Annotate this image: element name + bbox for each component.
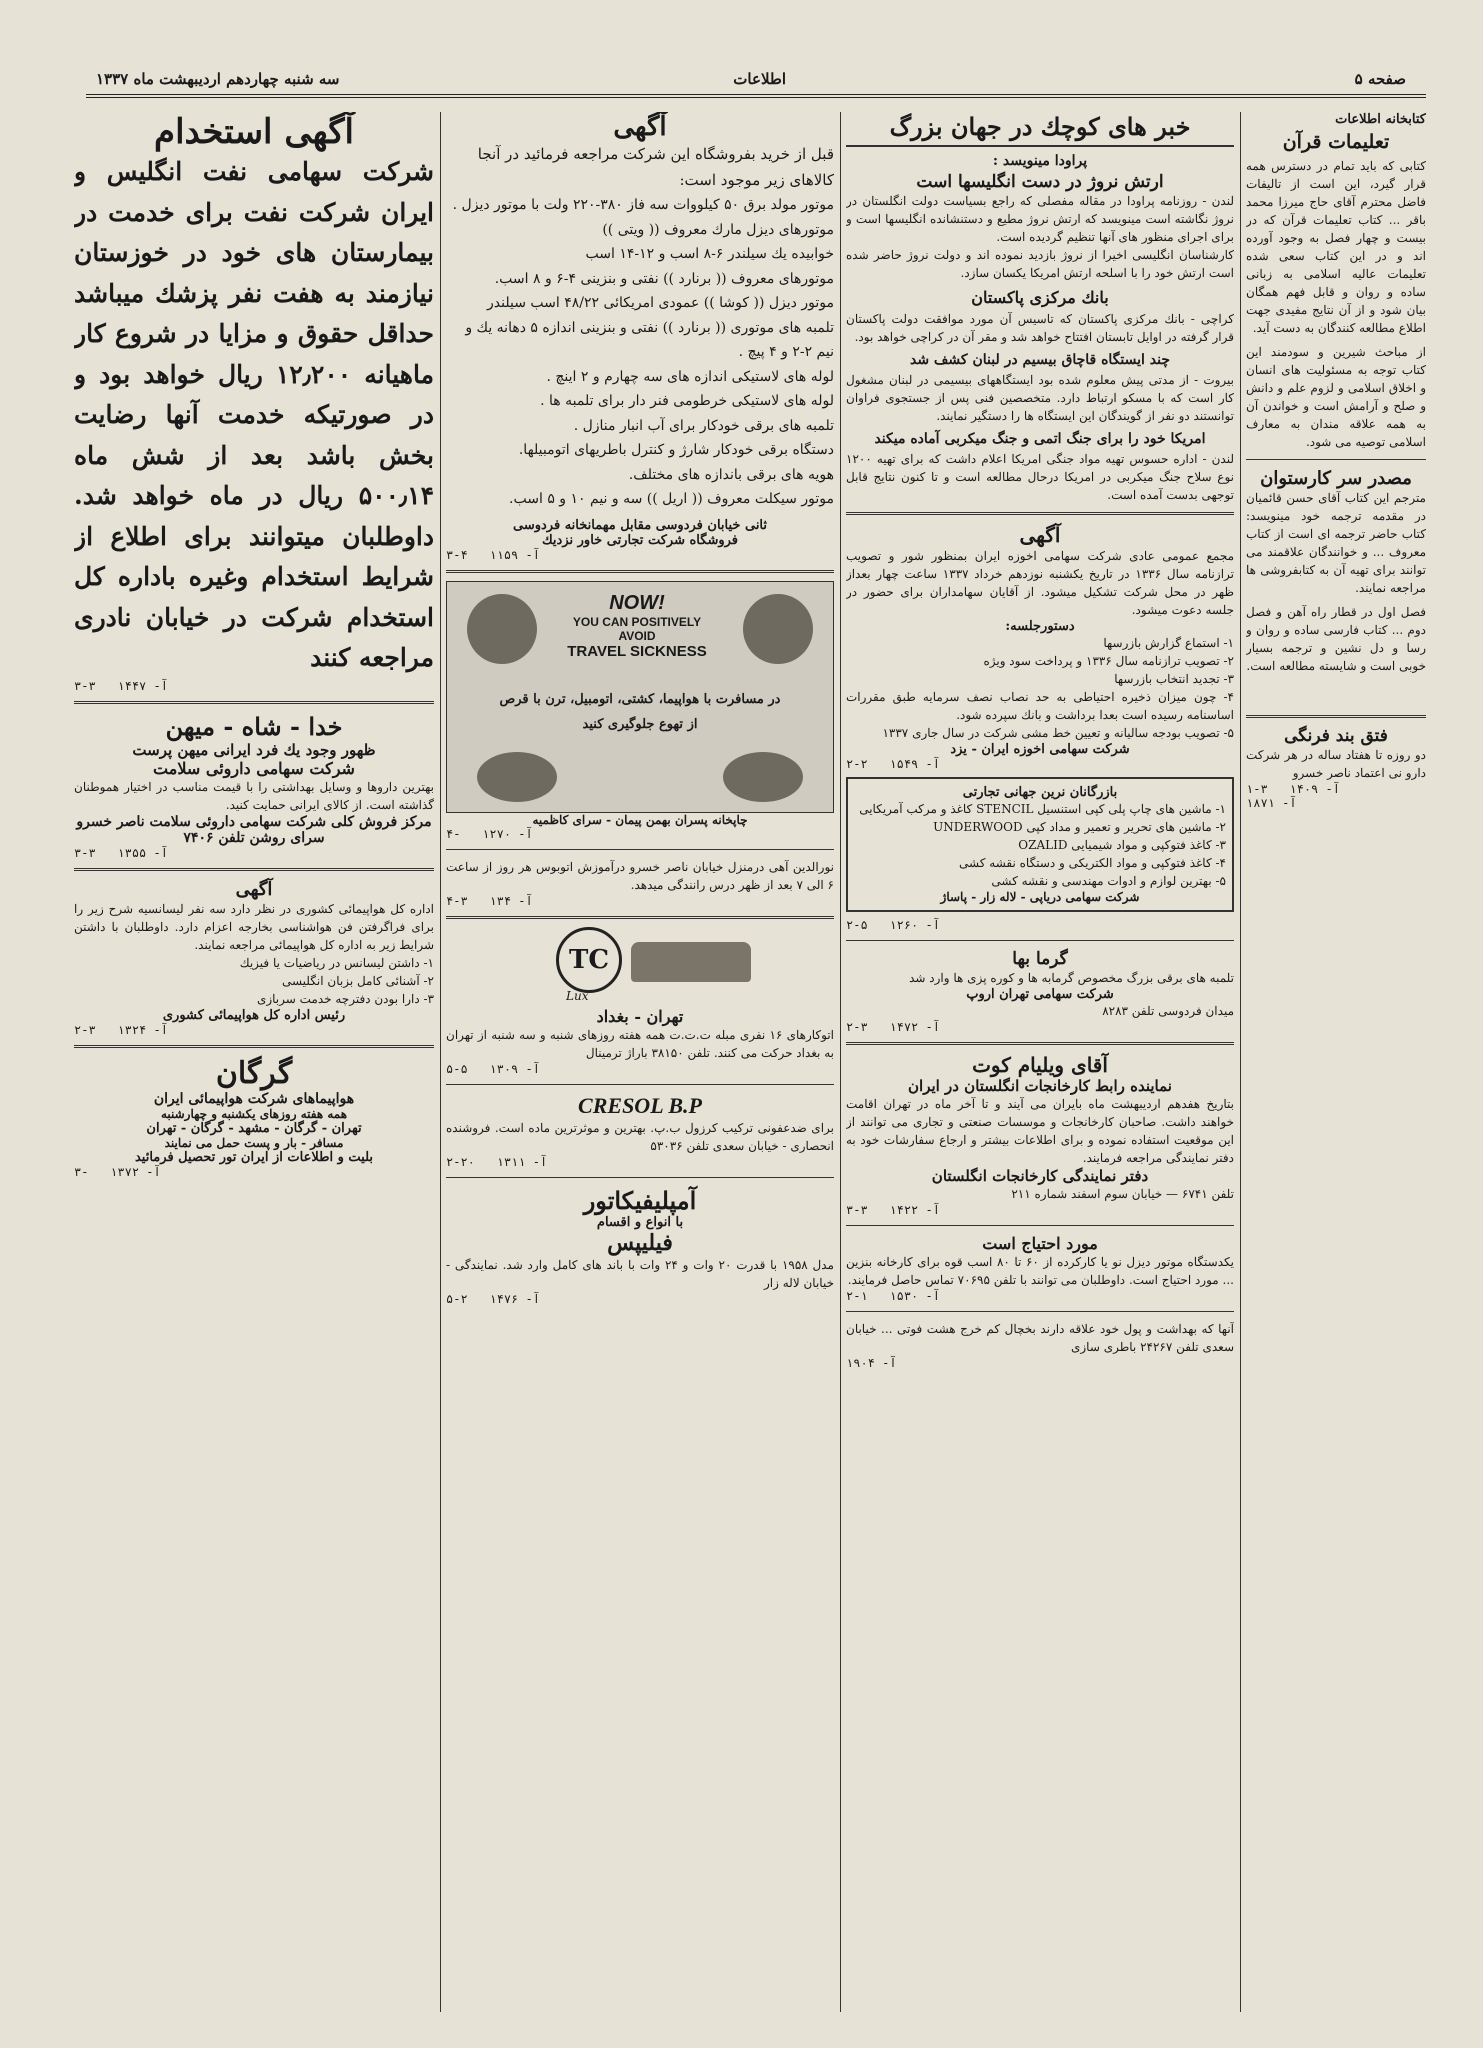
page-number: صفحه ۵ xyxy=(1354,70,1406,88)
article-text: از مباحث شیرین و سودمند این کتاب توجه به مسئولیت های انسان و اخلاق اسلامی و لزوم علم و دانش و صلح و آرامش است و خواندن آن به همه علاقه مندان به معارف اسلامی توصیه می شود. xyxy=(1246,345,1426,449)
product-item: لوله های لاستیکی خرطومی فنر دار برای تلمبه ها . xyxy=(540,393,834,409)
ad-number: ۲-۲ xyxy=(846,757,868,771)
ad-route: تهران - بغداد xyxy=(596,1006,684,1026)
ad-number: ۵-۲ xyxy=(446,1291,468,1306)
ship-illustration xyxy=(723,752,803,802)
ad-office: دفتر نمایندگی کارخانجات انگلستان xyxy=(931,1167,1149,1185)
ad-brand: فیلیپس xyxy=(607,1229,673,1256)
ad-signature: شرکت سهامی دریاپی - لاله زار - پاساژ xyxy=(940,890,1140,904)
ad-title: آگهی استخدام xyxy=(154,112,354,152)
ad-ref: آ- ۱۴۷۲ xyxy=(889,1020,940,1034)
ad-subtitle: نماینده رابط کارخانجات انگلستان در ایران xyxy=(908,1077,1172,1095)
globe-illustration xyxy=(467,594,537,664)
agenda-item: ۲- تصویب ترازنامه سال ۱۳۳۶ و پرداخت سود ویژه xyxy=(983,654,1234,668)
ad-ref: آ- ۱۹۰۴ xyxy=(846,1356,897,1370)
subhead: بانك مرکزی پاکستان xyxy=(971,288,1109,307)
article-text: کارشناسان انگلیسی اخیرا از نروژ بازدید نموده اند و دولت نروژ حاضر شده است ارتش خود را با اسلحه ارتش امریکا یکسان سازد. xyxy=(846,248,1234,280)
ad-text: شرکت سهامی نفت انگلیس و ایران شرکت نفت برای خدمت در بیمارستان های خود در خوزستان نیازمند به هفت نفر پزشك میباشد حداقل حقوق و مزایا در شروع کار ماهیانه ۱۲٫۲۰۰ ریال خواهد بود و در صورتیکه خدمت آنها رضایت بخش باشد بعد از شش ماه ۵۰۰٫۱۴ ریال در ماه خواهد شد. داوطلبان میتوانند برای اطلاع از شرایط استخدام وغیره باداره کل استخدام شرکت در خیابان نادری مراجعه کنند xyxy=(74,157,434,672)
ad-item: ۱- ماشین های چاپ پلی کپی استنسیل STENCIL کاغذ و مرکب آمریکایی xyxy=(859,802,1226,816)
column-divider xyxy=(1240,112,1241,2012)
ad-title: آمپلیفیکاتور xyxy=(583,1185,697,1215)
ad-signature: رئیس اداره کل هواپیمائی کشوری xyxy=(162,1007,346,1023)
ad-text: مجمع عمومی عادی شرکت سهامی اخوزه ایران بمنظور شور و تصویب ترازنامه سال ۱۳۳۶ در تاریخ یکشنبه نوزدهم خرداد ۱۳۳۷ ساعت چهار بعداز ظهر در محل شرکت تشکیل میشود. از آقایان سهامداران برای حضور در جلسه دعوت میشود. xyxy=(846,549,1234,617)
ad-text: اتوکارهای ۱۶ نفری مبله ت.ت.ت همه هفته روزهای شنبه و سه شنبه از تهران به بغداد حرکت می کنند. تلفن ۳۸۱۵۰ باراژ ترمینال xyxy=(446,1027,834,1060)
agenda-item: ۳- تجدید انتخاب بازرسها xyxy=(1114,672,1234,686)
ad-item: ۴- کاغذ فتوکپی و مواد الکتریکی و دستگاه نقشه کشی xyxy=(959,856,1226,870)
ad-english: TRAVEL SICKNESS xyxy=(567,642,707,660)
ad-text: نورالدین آهی درمنزل خیابان ناصر خسرو درآموزش اتوبوس هر روز از ساعت ۶ الی ۷ بعد از ظهر درس رانندگی میدهد. xyxy=(446,859,834,892)
ad-ref: آ- ۱۳۰۹ xyxy=(489,1061,540,1076)
ad-item: ۳- کاغذ فتوکپی و مواد شیمیایی OZALID xyxy=(1018,838,1226,852)
product-item: خوابیده یك سیلندر ۶-۸ اسب و ۱۲-۱۴ اسب xyxy=(585,246,834,262)
column-divider xyxy=(840,112,841,2012)
ad-title: خدا - شاه - میهن xyxy=(165,711,343,741)
ad-ref: آ- ۱۵۳۰ xyxy=(889,1289,940,1303)
ad-item: ۲- ماشین های تحریر و تعمیر و مداد کپی UNDERWOOD xyxy=(933,820,1226,834)
product-item: موتور مولد برق ۵۰ کیلووات سه فاز ۳۸۰-۲۲۰ ولت با موتور دیزل . xyxy=(452,197,834,213)
ad-ref: آ- ۱۴۰۹ xyxy=(1289,782,1340,796)
ad-company: شرکت سهامی داروئی سلامت xyxy=(153,758,355,778)
agenda-item: ۴- چون میزان ذخیره احتیاطی به حد نصاب نصف سرمایه طبق مقررات اساسنامه رسیده است بعدا برداشت و بانك سپرده شود. xyxy=(846,690,1234,722)
subhead: امریکا خود را برای جنگ اتمی و جنگ میکربی آماده میکند xyxy=(874,431,1206,447)
paper-name: اطلاعات xyxy=(733,70,786,88)
issue-date: سه شنبه چهاردهم اردیبهشت ماه ۱۳۳۷ xyxy=(96,70,340,88)
ad-text: مدل ۱۹۵۸ با قدرت ۲۰ وات و ۲۴ وات با باند های کامل وارد شد. نمایندگی - خیابان لاله زار xyxy=(446,1257,834,1290)
article-text: فصل اول در قطار راه آهن و فصل دوم ... کتاب فارسی ساده و روان و رسا و دل نشین و ترجمه بسیار خوبی است و شایسته مطالعه است. xyxy=(1246,605,1426,673)
ad-text: بتاریخ هفدهم اردیبهشت ماه بایران می آیند و تا آخر ماه در تهران اقامت خواهند داشت. صاحبان کارخانجات و موسسات صنعتی و تجاری می توانند از این موقعیت استفاده نموده و برای اطلاعات بیشتر و ارجاع سفارشات خود به دفتر نمایندگی مراجعه فرمایند. xyxy=(846,1097,1234,1165)
headline: تعلیمات قرآن xyxy=(1282,131,1390,153)
section-label: کتابخانه اطلاعات xyxy=(1335,112,1426,127)
ad-english: AVOID xyxy=(618,628,656,643)
product-item: تلمبه های برقی خودکار برای آب انبار منازل . xyxy=(573,417,834,434)
ad-address: ثانی خیابان فردوسی مقابل مهمانخانه فردوسی xyxy=(512,517,768,533)
ad-number: ۳-۳ xyxy=(74,678,96,693)
ad-item: ۵- بهترین لوازم و ادوات مهندسی و نقشه کشی xyxy=(991,874,1226,888)
ad-title: آقای ویلیام کوت xyxy=(972,1053,1108,1077)
ad-text: دو روزه تا هفتاد ساله در هر شرکت دارو نی اعتماد ناصر خسرو xyxy=(1246,748,1426,780)
product-item: موتورهای معروف (( برنارد )) نفتی و بنزینی ۴-۶ و ۸ اسب. xyxy=(494,270,834,287)
column-news: خبر های کوچك در جهان بزرگ پراودا مینویسد : ارتش نروژ در دست انگلیسها است لندن - روزنامه پراودا در مقاله مفصلی که راجع بسیاست دولت انگلستان در نروژ نگاشته است مینویسد که ارتش نروژ مطیع و دستنشانده انگلیسها است و برای اجرای منظور های آنها تنظیم گردیده است. کارشناسان انگلیسی اخیرا از نروژ بازدید نموده اند و دولت نروژ حاضر شده است ارتش خود را با اسلحه ارتش امریکا یکسان سازد. بانك مرکزی پاکستان کراچی - بانك مرکزی پاکستان که تاسیس آن مورد موافقت دولت پاکستان قرار گرفته در اوایل تابستان افتتاح خواهد شد و مقر آن در کراچی خواهد بود. چند ایستگاه قاچاق بیسیم در لبنان کشف شد بیروت - از مدتی پیش معلوم شده بود ایستگاههای بیسیمی در لبنان مشغول کار است که با مسکو ارتباط دارد. متخصصین فنی پس از جستجوی فراوان توانستند دو نفر از گویندگان این ایستگاه ها را دستگیر نمایند. امریکا خود را برای جنگ اتمی و جنگ میکربی آماده میکند لندن - اداره حسوس تهیه مواد جنگی امریکا اعلام داشت که برای تهیه ۱۲۰۰ نوع سلاح جنگ میکربی در امریکا درحال مطالعه است و تا کنون نتایج قابل توجهی بدست آمده است. آگهی مجمع عمومی عادی شرکت سهامی اخوزه ایران بمنظور شور و تصویب ترازنامه سال ۱۳۳۶ در تاریخ یکشنبه نوزدهم خرداد ۱۳۳۷ ساعت چهار بعداز ظهر در محل شرکت تشکیل میشود. از آقایان سهامداران برای حضور در جلسه دعوت میشود. دستورجلسه: ۱- استماع گزارش بازرسها ۲- تصویب ترازنامه سال ۱۳۳۶ و پرداخت سود ویژه ۳- تجدید انتخاب بازرسها ۴- چون میزان ذخیره احتیاطی به حد نصاب نصف سرمایه طبق مقررات اساسنامه رسیده است بعدا برداشت و بانك سپرده شود. ۵- تصویب بودجه سالیانه و تعیین خط مشی شرکت در سال جاری ۱۳۳۷ شرکت سهامی اخوزه ایران - یزد ۲-۲ آ- ۱۵۴۹ بازرگانان نرین جهانی تجارتی ۱- ماشین های چاپ پلی کپی استنسیل STENCIL کاغذ و مرکب آمریکایی ۲- ماشین های تحریر و تعمیر و مداد کپی UNDERWOOD ۳- کاغذ فتوکپی و مواد شیمیایی OZALID ۴- کاغذ فتوکپی و مواد الکتریکی و دستگاه نقشه کشی ۵- بهترین لوازم و ادوات مهندسی و نقشه کشی شرکت سهامی دریاپی - لاله زار - پاساژ ۲-۵ آ- ۱۲۶۰ گرما بها تلمبه های برقی بزرگ مخصوص گرمابه ها و کوره پزی ها وارد شد شرکت سهامی تهران اروپ میدان فردوسی تلفن ۸۲۸۳ ۲-۳ آ- ۱۴۷۲ آقای ویلیام کوت نماینده رابط کارخانجات انگلستان در ایران بتاریخ هفدهم اردیبهشت ماه بایران می آیند و تا آخر ماه در تهران اقامت خواهند داشت. صاحبان کارخانجات و موسسات صنعتی و تجاری می توانند از این موقعیت استفاده نموده و برای اطلاعات بیشتر و ارجاع سفارشات خود به دفتر نمایندگی مراجعه فرمایند. دفتر نمایندگی کارخانجات انگلستان تلفن ۶۷۴۱ — خیابان سوم اسفند شماره ۲۱۱ ۳-۳ آ- ۱۴۲۲ مورد احتیاج است یکدستگاه موتور دیزل نو یا کارکرده از ۶۰ تا ۸۰ اسب قوه برای کارخانه بنزین ... مورد احتیاج است. داوطلبان می توانند با تلفن ۷۰۶۹۵ تماس حاصل فرمایند. ۲-۱ آ- ۱۵۳۰ آنها که بهداشت و پول خود علاقه دارند بخچال کم خرج هشت فوتی ... خیابان سعدی تلفن ۲۴۲۶۷ باطری سازی آ- ۱۹۰۴ xyxy=(846,112,1234,1370)
article-text: لندن - روزنامه پراودا در مقاله مفصلی که راجع بسیاست دولت انگلستان در نروژ نگاشته است مینویسد که ارتش نروژ مطیع و دستنشانده انگلیسها است و برای اجرای منظور های آنها تنظیم گردیده است. xyxy=(846,194,1234,244)
ad-ref: آ- ۱۴۴۷ xyxy=(117,678,168,693)
ad-text: همه هفته روزهای یکشنبه و چهارشنبه xyxy=(160,1106,348,1121)
ad-title: گرما بها xyxy=(1012,949,1068,969)
travel-sickness-ad xyxy=(446,581,834,813)
ad-subtitle: با انواع و اقسام xyxy=(596,1214,684,1230)
column-divider xyxy=(440,112,441,2012)
ad-ref: آ- ۱۳۷۲ xyxy=(110,1164,161,1179)
ad-ref: آ- ۱۳۲۴ xyxy=(117,1022,168,1037)
ad-title: فتق بند فرنگی xyxy=(1284,726,1388,746)
ad-number: ۱-۳ xyxy=(1246,782,1268,796)
ad-phone: تلفن ۶۷۴۱ xyxy=(1181,1187,1234,1201)
ad-text: مسافر - بار و پست حمل می نمایند xyxy=(164,1135,344,1150)
requirement-item: ۱- داشتن لیسانس در ریاضیات یا فیزیك xyxy=(239,955,434,970)
stationery-ad xyxy=(846,777,1234,912)
product-item: موتورهای دیزل مارك معروف (( ویتی )) xyxy=(602,221,834,238)
ad-number: ۳- xyxy=(74,1164,89,1179)
headline: خبر های کوچك در جهان بزرگ xyxy=(846,112,1234,147)
ad-text: قبل از خرید بفروشگاه این شرکت مراجعه فرمائید در آنجا کالاهای زیر موجود است: xyxy=(477,145,834,189)
agenda-title: دستورجلسه: xyxy=(1005,619,1075,634)
product-item: موتور دیزل (( کوشا )) عمودی امریکائی ۴۸/۲۲ اسب سیلندر xyxy=(487,295,834,311)
ad-text: در مسافرت با هواپیما، کشتی، اتومبیل، ترن با قرص xyxy=(499,691,781,707)
ad-title: آگهی xyxy=(1019,523,1061,547)
agenda-item: ۱- استماع گزارش بازرسها xyxy=(1103,636,1234,650)
cresol-brand: CRESOL B.P xyxy=(578,1092,702,1118)
ad-address: مرکز فروش کلی شرکت سهامی داروئی سلامت ناصر خسرو سرای روشن تلفن ۷۴۰۶ xyxy=(76,813,432,846)
ad-address: خیابان سوم اسفند شماره ۲۱۱ xyxy=(1011,1187,1163,1201)
ad-ref: آ- ۱۴۷۶ xyxy=(489,1291,540,1306)
ad-ref: آ- ۱۳۴ xyxy=(489,893,533,908)
ad-text: یکدستگاه موتور دیزل نو یا کارکرده از ۶۰ تا ۸۰ اسب قوه برای کارخانه بنزین ... مورد احتیاج است. داوطلبان می توانند با تلفن ۷۰۶۹۵ تماس حاصل فرمایند. xyxy=(846,1255,1234,1287)
ad-number: ۲-۲۰ xyxy=(446,1154,475,1169)
ad-ref: آ- ۱۲۷۰ xyxy=(482,826,533,841)
ad-ref: آ- ۱۱۵۹ xyxy=(489,547,540,562)
ad-text: بلیت و اطلاعات از ایران تور تحصیل فرمائید xyxy=(134,1149,374,1165)
tc-logo-area xyxy=(446,927,834,1007)
product-item: دستگاه برقی خودکار شارژ و کنترل باطریهای اتومبیلها. xyxy=(518,442,834,458)
product-item: لوله های لاستیکی اندازه های سه چهارم و ۲ اینچ . xyxy=(546,368,834,385)
product-item: هویه های برقی باندازه های مختلف. xyxy=(628,466,834,483)
agenda-item: ۵- تصویب بودجه سالیانه و تعیین خط مشی شرکت در سال جاری ۱۳۳۷ xyxy=(882,726,1234,740)
ad-text: از تهوع جلوگیری کنید xyxy=(582,716,698,732)
ad-number: ۳-۴ xyxy=(446,547,468,562)
ad-ref: آ- ۱۴۲۲ xyxy=(889,1203,940,1217)
ad-text: برای ضدعفونی ترکیب کرزول ب.پ. بهترین و موثرترین ماده است. فروشنده انحصاری - خیابان سعدی تلفن ۵۳۰۳۶ xyxy=(446,1120,834,1153)
product-item: موتور سیکلت معروف (( اریل )) سه و نیم ۱۰ و ۵ اسب. xyxy=(509,491,834,507)
subhead: چند ایستگاه قاچاق بیسیم در لبنان کشف شد xyxy=(909,352,1171,368)
ad-number: ۳-۳ xyxy=(846,1203,868,1217)
ad-number: ۳-۳ xyxy=(74,845,96,860)
ad-number: ۲-۳ xyxy=(846,1020,868,1034)
ad-route: تهران - گرگان - مشهد - گرگان - تهران xyxy=(146,1120,362,1136)
column-ads xyxy=(446,112,834,2032)
tc-logo: TC xyxy=(556,927,622,993)
ad-now: NOW! xyxy=(609,591,665,614)
ad-subtitle: هواپیماهای شرکت هواپیمائی ایران xyxy=(153,1090,355,1107)
product-item: تلمبه های موتوری (( برنارد )) نفتی و بنزینی اندازه ۵ دهانه یك و نیم ۲-۲ و ۴ پیچ . xyxy=(465,319,834,360)
requirement-item: ۳- دارا بودن دفترچه خدمت سربازی xyxy=(256,991,434,1006)
ad-title: آگهی xyxy=(235,878,273,900)
ad-number: ۴-۳ xyxy=(446,893,468,908)
globe-illustration xyxy=(743,594,813,664)
ad-ref: آ- ۱۳۵۵ xyxy=(117,845,168,860)
article-text: لندن - اداره حسوس تهیه مواد جنگی امریکا اعلام داشت که برای تهیه ۱۲۰۰ نوع سلاح جنگ میکربی در امریکا درحال مطالعه است و تا کنون نتایج قابل توجهی بدست آمده است. xyxy=(846,452,1234,502)
car-illustration xyxy=(477,752,557,802)
ad-ref: آ- ۱۵۴۹ xyxy=(889,757,940,771)
ad-title: بازرگانان نرین جهانی تجارتی xyxy=(962,785,1118,800)
article-text: کراچی - بانك مرکزی پاکستان که تاسیس آن مورد موافقت دولت پاکستان قرار گرفته در اوایل تابستان افتتاح خواهد شد و مقر آن در کراچی خواهد بود. xyxy=(846,312,1234,344)
ad-ref: آ- ۱۳۱۱ xyxy=(496,1154,548,1169)
ad-text: تلمبه های برقی بزرگ مخصوص گرمابه ها و کوره پزی ها وارد شد xyxy=(909,971,1234,985)
tc-logo-sub: Lux xyxy=(566,988,589,1003)
ad-signature: فروشگاه شرکت تجارتی خاور نزدیك xyxy=(541,532,739,548)
ad-number: ۵-۵ xyxy=(446,1061,468,1076)
ad-address: میدان فردوسی تلفن ۸۲۸۳ xyxy=(1102,1004,1234,1018)
ad-number: ۲-۵ xyxy=(846,918,868,932)
ad-ref: آ- ۱۸۷۱ xyxy=(1246,796,1297,810)
subhead: ارتش نروژ در دست انگلیسها است xyxy=(916,172,1164,192)
ad-signature: شرکت سهامی تهران اروپ xyxy=(966,987,1114,1002)
ad-signature: چاپخانه پسران بهمن پیمان - سرای کاظمیه xyxy=(532,812,748,827)
ad-number: ۲-۳ xyxy=(74,1022,96,1037)
ad-title: گرگان xyxy=(215,1055,293,1091)
headline: مصدر سر کارستوان xyxy=(1260,468,1412,489)
page-header xyxy=(86,64,1426,98)
ad-signature: شرکت سهامی اخوزه ایران - یزد xyxy=(950,742,1130,757)
ad-title: آگهی xyxy=(613,112,667,142)
ad-english: YOU CAN POSITIVELY xyxy=(572,614,702,629)
ad-ref: آ- ۱۲۶۰ xyxy=(889,918,940,932)
column-employment xyxy=(74,112,434,2032)
ad-number: ۲-۱ xyxy=(846,1289,868,1303)
ad-subtitle: ظهور وجود یك فرد ایرانی میهن پرست xyxy=(132,740,376,759)
ad-text: اداره کل هواپیمائی کشوری در نظر دارد سه نفر لیسانسیه شرح زیر را برای فراگرفتن فن هواشناسی بخارجه اعزام دارد. داوطلبان با داشتن شرایط زیر به اداره کل هواپیمائی مراجعه نمایند. xyxy=(74,901,434,952)
article-text: مترجم این کتاب آقای حسن قائمیان در مقدمه ترجمه خود مینویسد: کتاب حاضر ترجمه ای است از کتاب معروف ... و خوانندگان علاقمند می توانند برای تهیه آن به کتابفروشی ها مراجعه نمایند. xyxy=(1246,491,1426,595)
ad-number: ۴- xyxy=(446,826,461,841)
ad-text: بهترین داروها و وسایل بهداشتی را با قیمت مناسب در اختیار هموطنان گذاشته است. از کالای ایرانی حمایت کنید. xyxy=(74,779,434,812)
article-text: بیروت - از مدتی پیش معلوم شده بود ایستگاههای بیسیمی در لبنان مشغول کار است که با مسکو ارتباط دارد. متخصصین فنی پس از جستجوی فراوان توانستند دو نفر از گویندگان این ایستگاه ها را دستگیر نمایند. xyxy=(846,373,1234,423)
subhead: پراودا مینویسد : xyxy=(992,153,1088,169)
ad-title: مورد احتیاج است xyxy=(982,1234,1098,1253)
column-library xyxy=(1246,112,1426,2032)
requirement-item: ۲- آشنائی کامل بزبان انگلیسی xyxy=(281,973,434,988)
ad-text: آنها که بهداشت و پول خود علاقه دارند بخچال کم خرج هشت فوتی ... خیابان سعدی تلفن ۲۴۲۶۷ باطری سازی xyxy=(846,1322,1234,1354)
article-text: کتابی که باید تمام در دسترس همه قرار گیرد، این است از تالیفات فاضل محترم آقای حاج میرزا محمد باقر ... کتاب تعلیمات قرآن که در بیست و چهار فصل به وجود آورده اند و در این کتاب سعی شده تعلیمات عالیه اسلامی به زبانی ساده و روان و قابل فهم همگان بیان شود و از آن نتایج مفیدی جهت اطلاع مطالعه کنندگان به دست آید. xyxy=(1246,159,1426,335)
bus-illustration xyxy=(631,942,751,982)
